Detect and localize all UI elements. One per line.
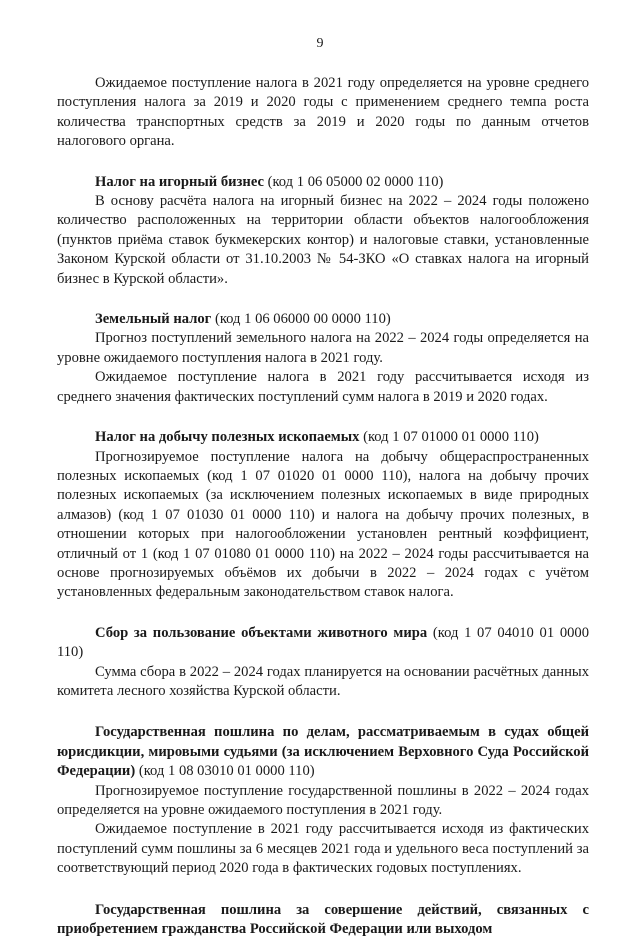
heading-title: Государственная пошлина за совершение действий, связанных с приобретением гражданства Российской Федерации или выходом (57, 901, 589, 938)
section-heading (57, 723, 589, 781)
paragraph: Ожидаемое поступление налога в 2021 году рассчитывается исходя из среднего значения фактических поступлений сумм налога в 2019 и 2020 годах. (57, 369, 589, 405)
section-transport-tax-continuation (57, 74, 589, 152)
heading-code: (код 1 08 03010 01 0000 110) (135, 763, 315, 780)
paragraph: Ожидаемое поступление налога в 2021 году определяется на уровне среднего поступления налога за 2019 и 2020 годы с применением среднего темпа роста количества транспортных средств за 2019 и 2020 годы по данным отчетов налогового органа. (57, 75, 589, 150)
section-wildlife-fee (57, 624, 589, 702)
heading-code: (код 1 06 05000 02 0000 110) (263, 173, 444, 190)
section-land-tax (57, 310, 589, 407)
heading-title: Государственная пошлина по делам, рассматриваемым в судах общей юрисдикции, мировыми судьями (за исключением Верховного Суда Российской Федерации) (57, 724, 589, 780)
heading-title: Налог на игорный бизнес (95, 173, 264, 190)
section-state-duty-courts (57, 723, 589, 878)
section-heading (57, 173, 589, 192)
section-heading (57, 310, 589, 329)
paragraph: Ожидаемое поступление в 2021 году рассчитывается исходя из фактических поступлений сумм пошлины за 6 месяцев 2021 года и удельного веса поступлений за соответствующий период 2020 года в фактических годовых поступлениях. (57, 821, 589, 877)
heading-title: Налог на добычу полезных ископаемых (95, 429, 360, 446)
paragraph: Сумма сбора в 2022 – 2024 годах планируется на основании расчётных данных комитета лесного хозяйства Курской области. (57, 663, 589, 699)
section-gambling-tax (57, 173, 589, 289)
document-body (57, 74, 589, 939)
heading-title: Земельный налог (95, 311, 212, 328)
section-state-duty-citizenship (57, 901, 589, 939)
heading-code: (код 1 07 01000 01 0000 110) (359, 429, 539, 446)
paragraph: Прогноз поступлений земельного налога на 2022 – 2024 годы определяется на уровне ожидаемого поступления налога в 2021 году. (57, 330, 589, 366)
heading-code: (код 1 07 04010 01 0000 110) (57, 624, 590, 661)
paragraph: Прогнозируемое поступление государственной пошлины в 2022 – 2024 годах определяется на уровне ожидаемого поступления в 2021 году. (57, 782, 589, 818)
section-heading (57, 901, 589, 939)
section-heading (57, 624, 589, 663)
section-heading (57, 428, 589, 447)
heading-title: Сбор за пользование объектами животного мира (95, 624, 428, 641)
section-mineral-extraction-tax (57, 428, 589, 603)
page-number: 9 (316, 36, 324, 51)
paragraph: Прогнозируемое поступление налога на добычу общераспространенных полезных ископаемых (код 1 07 01020 01 0000 110), налога на добычу прочих полезных ископаемых (за исключением полезных ископаемых в виде природных алмазов) (код 1 07 01030 01 0000 110) и налога на добычу прочих полезных, в отношении которых при налогообложении установлен рентный коэффициент, отличный от 1 (код 1 07 01080 01 0000 110) на 2022 – 2024 годы рассчитывается на основе прогнозируемых объёмов их добычи в 2022 – 2024 годах с учётом установленных федеральным законодательством ставок налога. (57, 448, 589, 601)
paragraph: В основу расчёта налога на игорный бизнес на 2022 – 2024 годы положено количество расположенных на территории области объектов налогообложения (пунктов приёма ставок букмекерских контор) и налоговые ставки, установленные Законом Курской области от 31.10.2003 № 54-ЗКО «О ставках налога на игорный бизнес в Курской области». (57, 193, 589, 287)
heading-code: (код 1 06 06000 00 0000 110) (211, 311, 391, 328)
